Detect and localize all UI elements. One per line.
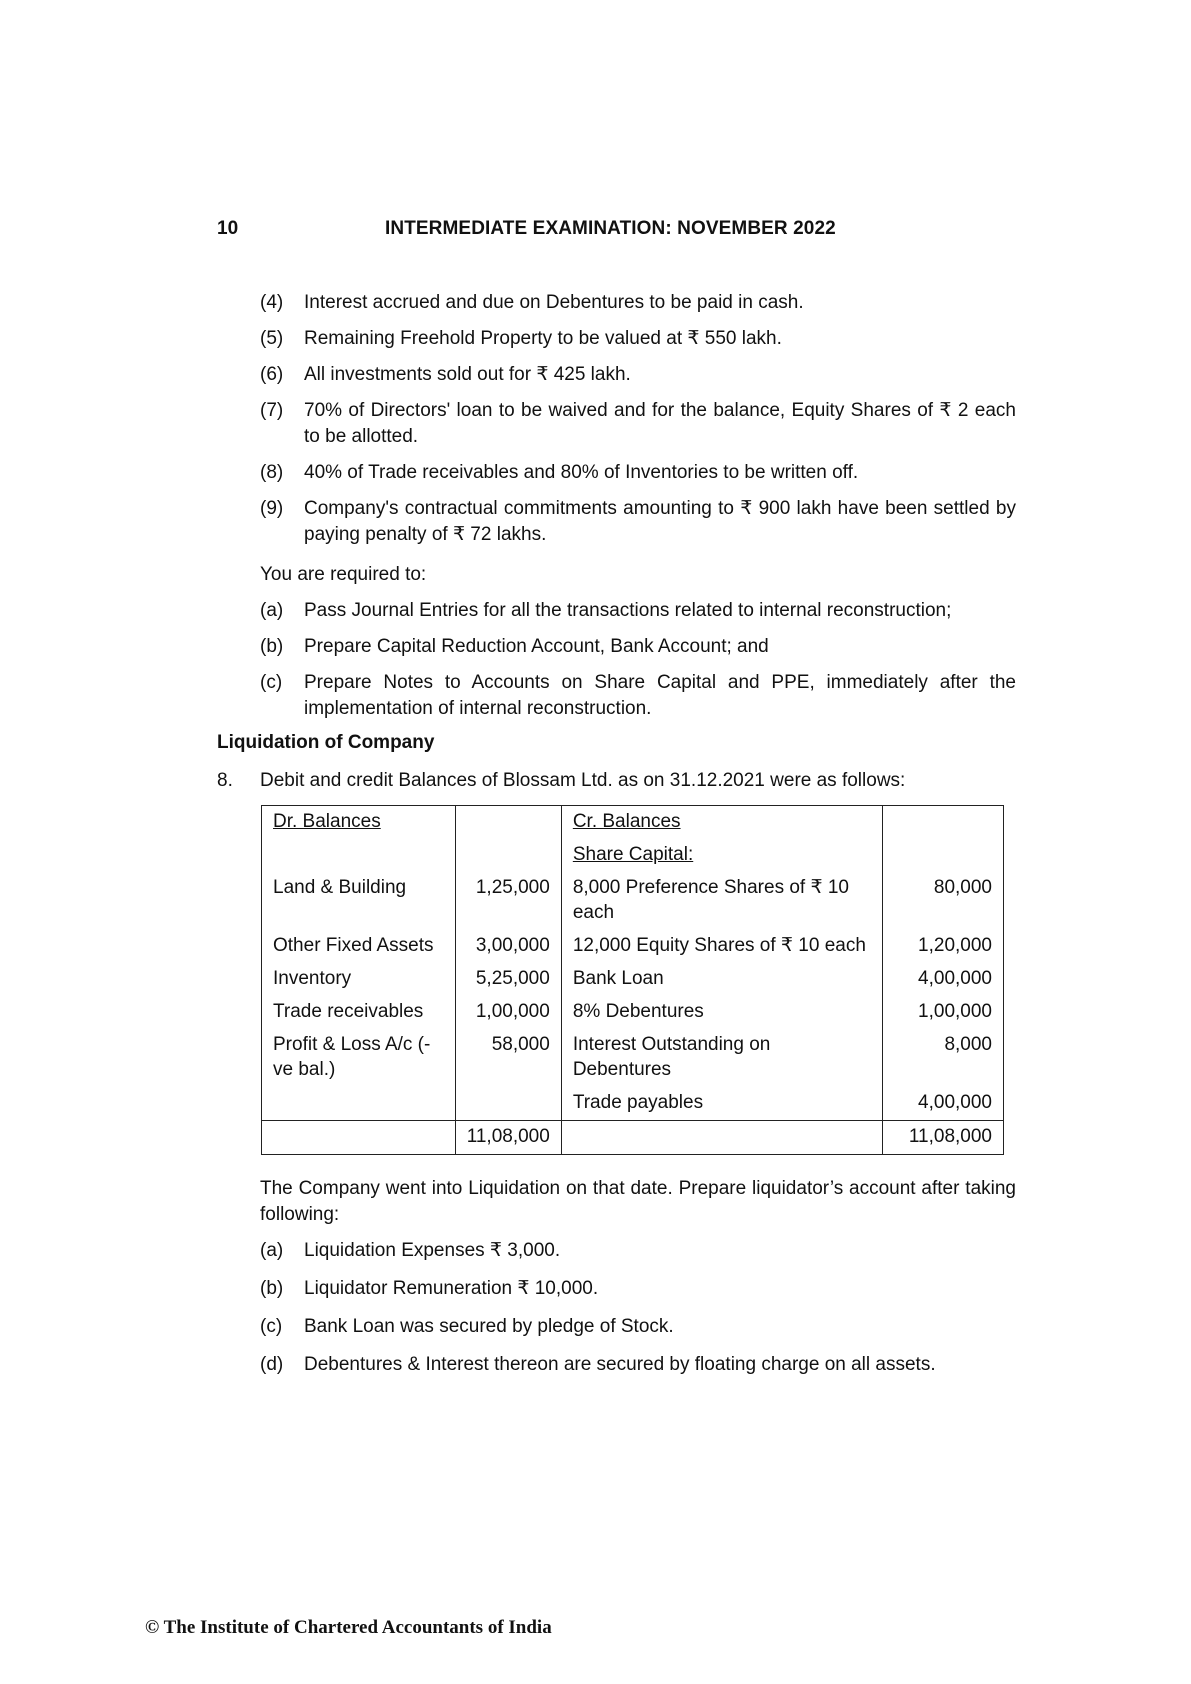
item-text: Interest accrued and due on Debentures to be paid in cash. bbox=[304, 292, 804, 313]
table-row bbox=[262, 963, 1004, 996]
item-text: Liquidator Remuneration ₹ 10,000. bbox=[304, 1278, 599, 1299]
dr-total: 11,08,000 bbox=[455, 1121, 561, 1155]
dr-heading bbox=[262, 806, 456, 840]
table-cell bbox=[883, 806, 1004, 840]
cr-total: 11,08,000 bbox=[883, 1121, 1004, 1155]
dr-label: Land & Building bbox=[262, 872, 456, 930]
dr-amount: 58,000 bbox=[455, 1029, 561, 1087]
item-text: Company's contractual commitments amounting to ₹ 900 lakh have been settled by paying penalty of ₹ 72 lakhs. bbox=[304, 498, 1016, 545]
table-cell bbox=[455, 806, 561, 840]
dr-amount: 5,25,000 bbox=[455, 963, 561, 996]
table-row bbox=[262, 996, 1004, 1029]
list-item bbox=[260, 1352, 1016, 1378]
table-row bbox=[262, 930, 1004, 963]
cr-label: 8% Debentures bbox=[561, 996, 882, 1029]
question-number: 8. bbox=[217, 770, 233, 791]
requirements-list bbox=[260, 598, 1016, 722]
conditions-list bbox=[260, 290, 1016, 548]
cr-heading-text: Cr. Balances bbox=[572, 811, 681, 832]
question-text: Debit and credit Balances of Blossam Ltd. as on 31.12.2021 were as follows: bbox=[260, 770, 906, 791]
item-text: Pass Journal Entries for all the transactions related to internal reconstruction; bbox=[304, 600, 952, 621]
cr-heading bbox=[561, 806, 882, 840]
cr-label: 12,000 Equity Shares of ₹ 10 each bbox=[561, 930, 882, 963]
item-text: Liquidation Expenses ₹ 3,000. bbox=[304, 1240, 561, 1261]
cr-amount: 8,000 bbox=[883, 1029, 1004, 1087]
item-text: Prepare Notes to Accounts on Share Capital and PPE, immediately after the implementation of internal reconstruction. bbox=[304, 672, 1016, 719]
table-cell bbox=[262, 1121, 456, 1155]
item-number: (c) bbox=[260, 672, 283, 693]
item-number: (7) bbox=[260, 400, 284, 421]
item-number: (8) bbox=[260, 462, 284, 483]
list-item bbox=[260, 1276, 1016, 1302]
dr-amount bbox=[455, 1087, 561, 1121]
table-cell bbox=[883, 839, 1004, 872]
dr-amount: 1,00,000 bbox=[455, 996, 561, 1029]
list-item bbox=[260, 290, 1016, 316]
list-item bbox=[260, 1238, 1016, 1264]
list-item bbox=[260, 598, 1016, 624]
page-number: 10 bbox=[217, 218, 239, 239]
dr-label: Other Fixed Assets bbox=[262, 930, 456, 963]
item-number: (6) bbox=[260, 364, 284, 385]
item-number: (a) bbox=[260, 1240, 284, 1261]
item-text: 40% of Trade receivables and 80% of Inventories to be written off. bbox=[304, 462, 859, 483]
table-row bbox=[262, 839, 1004, 872]
dr-label: Trade receivables bbox=[262, 996, 456, 1029]
list-item bbox=[260, 1314, 1016, 1340]
list-item bbox=[260, 362, 1016, 388]
item-number: (9) bbox=[260, 498, 284, 519]
dr-label: Profit & Loss A/c (-ve bal.) bbox=[262, 1029, 456, 1087]
cr-label: Trade payables bbox=[561, 1087, 882, 1121]
cr-amount: 1,00,000 bbox=[883, 996, 1004, 1029]
item-number: (d) bbox=[260, 1354, 284, 1375]
item-number: (b) bbox=[260, 1278, 284, 1299]
table-cell bbox=[561, 1121, 882, 1155]
list-item bbox=[260, 496, 1016, 548]
item-text: Debentures & Interest thereon are secured by floating charge on all assets. bbox=[304, 1354, 936, 1375]
table-row bbox=[262, 872, 1004, 930]
table-cell bbox=[455, 839, 561, 872]
cr-amount: 80,000 bbox=[883, 872, 1004, 930]
cr-amount: 1,20,000 bbox=[883, 930, 1004, 963]
dr-amount: 1,25,000 bbox=[455, 872, 561, 930]
liquidation-list bbox=[260, 1238, 1016, 1378]
list-item bbox=[260, 460, 1016, 486]
list-item bbox=[260, 670, 1016, 722]
balances-table bbox=[261, 805, 1004, 1155]
table-row bbox=[262, 806, 1004, 840]
dr-label: Inventory bbox=[262, 963, 456, 996]
table-cell bbox=[262, 839, 456, 872]
page-header: INTERMEDIATE EXAMINATION: NOVEMBER 2022 bbox=[385, 218, 836, 239]
table-row bbox=[262, 1029, 1004, 1087]
cr-label: 8,000 Preference Shares of ₹ 10 each bbox=[561, 872, 882, 930]
list-item bbox=[260, 398, 1016, 450]
item-number: (a) bbox=[260, 600, 284, 621]
item-text: 70% of Directors' loan to be waived and for the balance, Equity Shares of ₹ 2 each to be allotted. bbox=[304, 400, 1016, 447]
footer-copyright: © The Institute of Chartered Accountants of India bbox=[145, 1617, 552, 1638]
item-text: Bank Loan was secured by pledge of Stock. bbox=[304, 1316, 674, 1337]
cr-label: Bank Loan bbox=[561, 963, 882, 996]
item-text: All investments sold out for ₹ 425 lakh. bbox=[304, 364, 631, 385]
item-number: (5) bbox=[260, 328, 284, 349]
dr-label bbox=[262, 1087, 456, 1121]
list-item bbox=[260, 634, 1016, 660]
item-text: Remaining Freehold Property to be valued at ₹ 550 lakh. bbox=[304, 328, 782, 349]
required-intro: You are required to: bbox=[260, 564, 427, 585]
dr-amount: 3,00,000 bbox=[455, 930, 561, 963]
cr-subheading-text: Share Capital: bbox=[572, 844, 694, 865]
cr-subheading bbox=[561, 839, 882, 872]
item-text: Prepare Capital Reduction Account, Bank Account; and bbox=[304, 636, 769, 657]
cr-label: Interest Outstanding on Debentures bbox=[561, 1029, 882, 1087]
cr-amount: 4,00,000 bbox=[883, 963, 1004, 996]
table-row bbox=[262, 1087, 1004, 1121]
item-number: (4) bbox=[260, 292, 284, 313]
table-total-row bbox=[262, 1121, 1004, 1155]
item-number: (b) bbox=[260, 636, 284, 657]
liquidation-intro: The Company went into Liquidation on that date. Prepare liquidator’s account after taking following: bbox=[260, 1178, 1016, 1225]
list-item bbox=[260, 326, 1016, 352]
item-number: (c) bbox=[260, 1316, 283, 1337]
dr-heading-text: Dr. Balances bbox=[273, 811, 381, 832]
section-heading: Liquidation of Company bbox=[217, 732, 435, 753]
cr-amount: 4,00,000 bbox=[883, 1087, 1004, 1121]
